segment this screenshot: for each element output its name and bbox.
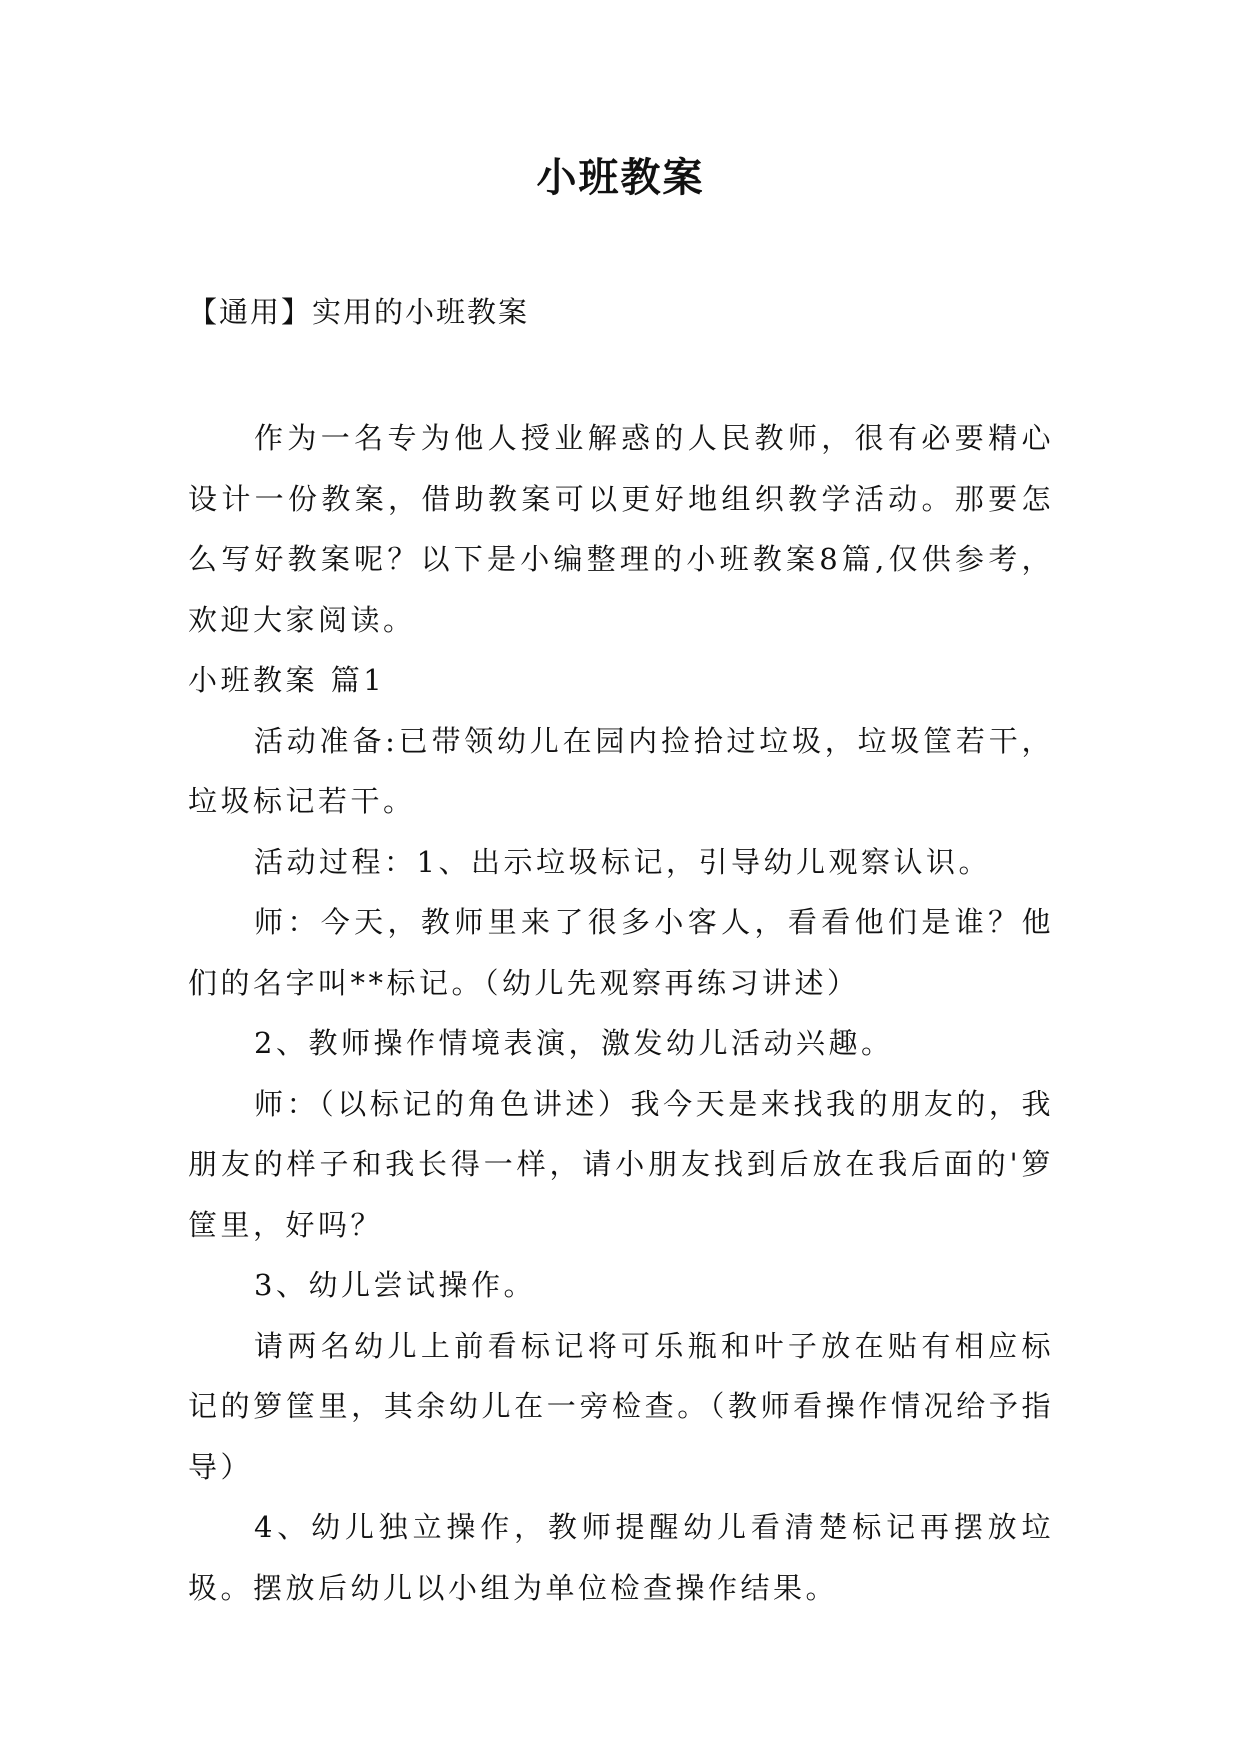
activity-process-step-2: 2、教师操作情境表演，激发幼儿活动兴趣。 — [254, 1026, 894, 1060]
document-title: 小班教案 — [536, 154, 705, 201]
activity-process-step-1: 活动过程：1、出示垃圾标记，引导幼儿观察认识。 — [254, 844, 991, 879]
teacher-roleplay-paragraph: 师：（以标记的角色讲述）我今天是来找我的朋友的，我朋友的样子和我长得一样，请小朋友找到后放在我后面的'箩筐里，好吗？ — [188, 1086, 1054, 1242]
activity-process-step-3: 3、幼儿尝试操作。 — [254, 1268, 536, 1302]
intro-paragraph: 作为一名专为他人授业解惑的人民教师，很有必要精心设计一份教案，借助教案可以更好地组织教学活动。那要怎么写好教案呢？以下是小编整理的小班教案8篇,仅供参考，欢迎大家阅读。 — [188, 421, 1054, 637]
document-body — [188, 408, 1054, 1618]
activity-preparation-paragraph: 活动准备:已带领幼儿在园内捡拾过垃圾，垃圾筐若干，垃圾标记若干。 — [188, 723, 1054, 818]
activity-process-step-4: 4、幼儿独立操作，教师提醒幼儿看清楚标记再摆放垃圾。摆放后幼儿以小组为单位检查操作结果。 — [188, 1510, 1054, 1605]
children-trial-paragraph: 请两名幼儿上前看标记将可乐瓶和叶子放在贴有相应标记的箩筐里，其余幼儿在一旁检查。（教师看操作情况给予指导） — [188, 1328, 1054, 1484]
section-heading: 小班教案 篇1 — [188, 663, 386, 697]
teacher-dialogue-paragraph: 师：今天，教师里来了很多小客人，看看他们是谁？他们的名字叫**标记。（幼儿先观察再练习讲述） — [188, 905, 1054, 1000]
document-subtitle: 【通用】实用的小班教案 — [188, 295, 530, 329]
